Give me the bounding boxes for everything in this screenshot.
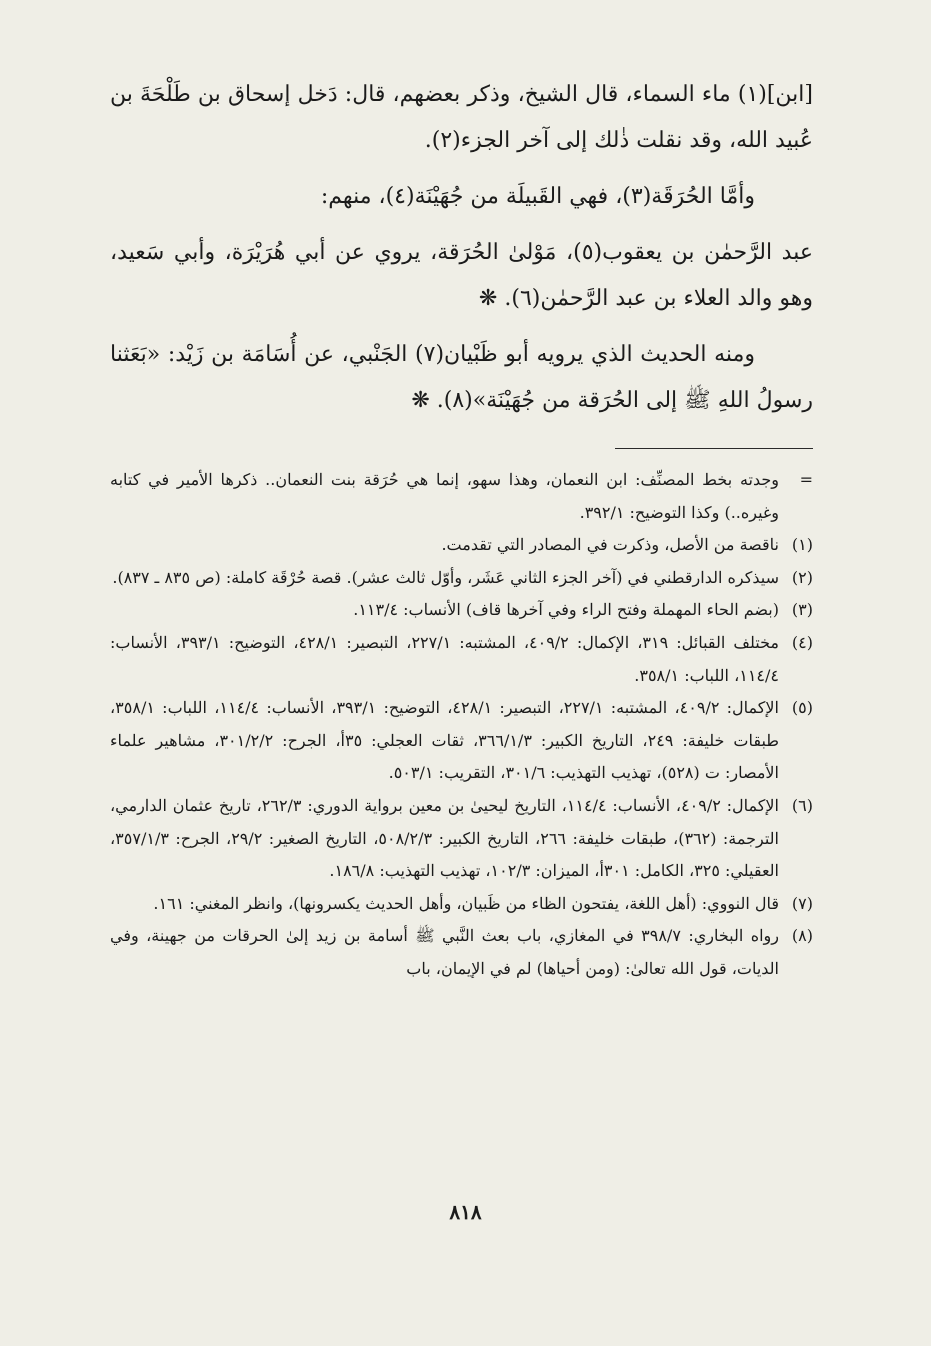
footnote-number: (٤) xyxy=(791,632,813,652)
footnotes xyxy=(110,464,813,986)
footnote-number: (١) xyxy=(791,535,813,555)
paragraph-4: ومنه الحديث الذي يرويه أبو ظَبْيان(٧) الجَنْبي، عن أُسَامَة بن زَيْد: «بَعَثنا رسولُ اللهِ ﷺ إلى الحُرَقة من جُهَيْنَة»(٨). ❋ xyxy=(110,342,813,413)
footnote-4 xyxy=(110,627,813,692)
paragraph-1: [ابن](١) ماء السماء، قال الشيخ، وذكر بعضهم، قال: دَخل إسحاق بن طَلْحَةَ بن عُبيد الله، وقد نقلت ذٰلك إلى آخر الجزء(٢). xyxy=(110,82,813,153)
page-number: ٨١٨ xyxy=(449,1200,482,1224)
paragraph-2: وأمَّا الحُرَقَة(٣)، فهي القَبيلَة من جُهَيْنَة(٤)، منهم: xyxy=(320,184,755,209)
footnote-separator xyxy=(615,448,813,449)
footnote-text: الإكمال: ٤٠٩/٢، المشتبه: ٢٢٧/١، التبصير: ٤٢٨/١، التوضيح: ٣٩٣/١، الأنساب: ١١٤/٤، اللباب: ٣٥٨/١، طبقات خليفة: ٢٤٩، التاريخ الكبير: ٣٦٦/١/٣، ثقات العجلي: ٣٥أ، الجرح: ٣٠١/٢/٢، مشاهير علماء الأمصار: ت (٥٢٨)، تهذيب التهذيب: ٣٠١/٦، التقريب: ٥٠٣/١. xyxy=(110,698,780,783)
footnote-text: (بضم الحاء المهملة وفتح الراء وفي آخرها قاف) الأنساب: ١١٣/٤. xyxy=(353,600,779,620)
footnote-number: (٣) xyxy=(791,600,813,620)
footnote-8 xyxy=(110,920,813,985)
footnote-text: رواه البخاري: ٣٩٨/٧ في المغازي، باب بعث النَّبي ﷺ أسامة بن زيد إلىٰ الحرقات من جهينة، وفي الديات، قول الله تعالىٰ: (ومن أحياها) لم في الإيمان، باب xyxy=(110,926,779,978)
footnote-3 xyxy=(110,594,813,627)
footnote-5 xyxy=(110,692,813,790)
footnote-6 xyxy=(110,790,813,888)
paragraph-3: عبد الرَّحمٰن بن يعقوب(٥)، مَوْلىٰ الحُرَقة، يروي عن أبي هُرَيْرَة، وأبي سَعيد، وهو والد العلاء بن عبد الرَّحمٰن(٦). ❋ xyxy=(110,240,813,311)
footnote-text: الإكمال: ٤٠٩/٢، الأنساب: ١١٤/٤، التاريخ ليحيىٰ بن معين برواية الدوري: ٢٦٢/٣، تاريخ عثمان الدارمي، الترجمة: (٣٦٢)، طبقات خليفة: ٢٦٦، التاريخ الكبير: ٥٠٨/٢/٣، التاريخ الصغير: ٢٩/٢، الجرح: ٣٥٧/١/٣، العقيلي: ٣٢٥، الكامل: ٣٠١أ، الميزان: ١٠٢/٣، تهذيب التهذيب: ١٨٦/٨. xyxy=(110,795,779,881)
footnote-continuation xyxy=(110,464,813,529)
footnote-number: (٧) xyxy=(791,893,813,913)
footnote-number: (٥) xyxy=(791,698,813,718)
footnote-7 xyxy=(110,888,813,921)
footnote-text: مختلف القبائل: ٣١٩، الإكمال: ٤٠٩/٢، المشتبه: ٢٢٧/١، التبصير: ٤٢٨/١، التوضيح: ٣٩٣/١، الأنساب: ١١٤/٤، اللباب: ٣٥٨/١. xyxy=(110,632,779,685)
footnote-text: ناقصة من الأصل، وذكرت في المصادر التي تقدمت. xyxy=(441,535,779,555)
footnote-1 xyxy=(110,529,813,562)
footnote-text: وجدته بخط المصنِّف: ابن النعمان، وهذا سهو، إنما هي حُرَقة بنت النعمان.. ذكرها الأمير في كتابه وغيره..) وكذا التوضيح: ٣٩٢/١. xyxy=(110,470,779,522)
footnote-number: (٦) xyxy=(791,795,813,815)
footnote-2 xyxy=(110,562,813,595)
footnote-text: سيذكره الدارقطني في (آخر الجزء الثاني عَشَر، وأوّل ثالث عشر). قصة حُرْقَة كاملة: (ص ٨٣٥ ـ ٨٣٧). xyxy=(112,567,779,587)
footnote-number: (٢) xyxy=(791,567,813,587)
footnote-number: (٨) xyxy=(791,926,813,946)
footnote-text: قال النووي: (أهل اللغة، يفتحون الظاء من ظَبيان، وأهل الحديث يكسرونها)، وانظر المغني: ١٦١. xyxy=(153,893,779,913)
main-text xyxy=(110,72,813,434)
footnote-number: = xyxy=(799,470,813,489)
